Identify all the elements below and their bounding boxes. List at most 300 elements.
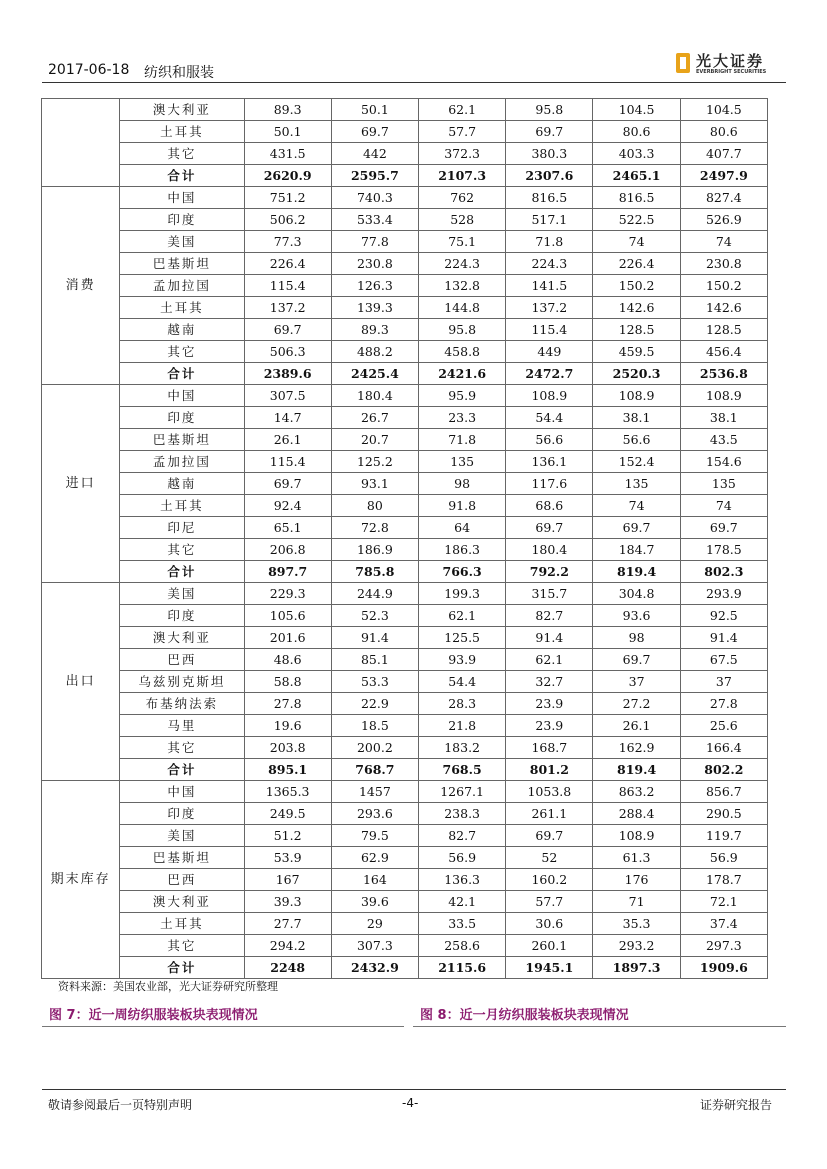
value-cell: 77.3 — [244, 231, 331, 253]
value-cell: 488.2 — [331, 341, 418, 363]
value-cell: 819.4 — [593, 759, 680, 781]
value-cell: 38.1 — [593, 407, 680, 429]
value-cell: 62.9 — [331, 847, 418, 869]
value-cell: 293.2 — [593, 935, 680, 957]
value-cell: 50.1 — [331, 99, 418, 121]
value-cell: 1457 — [331, 781, 418, 803]
country-cell: 合计 — [120, 165, 244, 187]
value-cell: 104.5 — [593, 99, 680, 121]
value-cell: 2421.6 — [419, 363, 506, 385]
country-cell: 孟加拉国 — [120, 275, 244, 297]
page-number: -4- — [402, 1096, 419, 1110]
value-cell: 71 — [593, 891, 680, 913]
value-cell: 93.6 — [593, 605, 680, 627]
value-cell: 816.5 — [506, 187, 593, 209]
table-row — [42, 693, 768, 715]
value-cell: 142.6 — [593, 297, 680, 319]
table-row — [42, 407, 768, 429]
value-cell: 293.6 — [331, 803, 418, 825]
value-cell: 180.4 — [506, 539, 593, 561]
value-cell: 506.2 — [244, 209, 331, 231]
value-cell: 108.9 — [680, 385, 767, 407]
table-row — [42, 209, 768, 231]
value-cell: 80 — [331, 495, 418, 517]
value-cell: 2595.7 — [331, 165, 418, 187]
value-cell: 230.8 — [680, 253, 767, 275]
value-cell: 258.6 — [419, 935, 506, 957]
table-row — [42, 649, 768, 671]
value-cell: 126.3 — [331, 275, 418, 297]
value-cell: 62.1 — [506, 649, 593, 671]
table-row — [42, 99, 768, 121]
value-cell: 30.6 — [506, 913, 593, 935]
value-cell: 206.8 — [244, 539, 331, 561]
value-cell: 91.4 — [331, 627, 418, 649]
value-cell: 230.8 — [331, 253, 418, 275]
value-cell: 91.4 — [680, 627, 767, 649]
value-cell: 2497.9 — [680, 165, 767, 187]
value-cell: 98 — [419, 473, 506, 495]
value-cell: 37 — [680, 671, 767, 693]
value-cell: 224.3 — [506, 253, 593, 275]
value-cell: 2107.3 — [419, 165, 506, 187]
value-cell: 740.3 — [331, 187, 418, 209]
value-cell: 802.3 — [680, 561, 767, 583]
value-cell: 38.1 — [680, 407, 767, 429]
value-cell: 28.3 — [419, 693, 506, 715]
value-cell: 75.1 — [419, 231, 506, 253]
value-cell: 18.5 — [331, 715, 418, 737]
country-cell: 孟加拉国 — [120, 451, 244, 473]
value-cell: 82.7 — [419, 825, 506, 847]
value-cell: 51.2 — [244, 825, 331, 847]
value-cell: 307.5 — [244, 385, 331, 407]
value-cell: 200.2 — [331, 737, 418, 759]
value-cell: 294.2 — [244, 935, 331, 957]
country-cell: 土耳其 — [120, 121, 244, 143]
country-cell: 越南 — [120, 473, 244, 495]
value-cell: 26.7 — [331, 407, 418, 429]
value-cell: 751.2 — [244, 187, 331, 209]
value-cell: 304.8 — [593, 583, 680, 605]
value-cell: 180.4 — [331, 385, 418, 407]
figure-7-title: 图 7：近一周纺织服装板块表现情况 — [49, 1008, 258, 1023]
value-cell: 82.7 — [506, 605, 593, 627]
country-cell: 合计 — [120, 561, 244, 583]
value-cell: 19.6 — [244, 715, 331, 737]
value-cell: 69.7 — [506, 121, 593, 143]
value-cell: 37.4 — [680, 913, 767, 935]
value-cell: 819.4 — [593, 561, 680, 583]
table-body — [42, 99, 768, 979]
value-cell: 52.3 — [331, 605, 418, 627]
value-cell: 57.7 — [419, 121, 506, 143]
value-cell: 39.3 — [244, 891, 331, 913]
value-cell: 137.2 — [244, 297, 331, 319]
table-row — [42, 847, 768, 869]
value-cell: 238.3 — [419, 803, 506, 825]
value-cell: 261.1 — [506, 803, 593, 825]
value-cell: 164 — [331, 869, 418, 891]
value-cell: 89.3 — [331, 319, 418, 341]
value-cell: 95.8 — [506, 99, 593, 121]
value-cell: 167 — [244, 869, 331, 891]
country-cell: 印尼 — [120, 517, 244, 539]
value-cell: 136.1 — [506, 451, 593, 473]
logo-name: 光大证券 — [696, 52, 765, 70]
value-cell: 2520.3 — [593, 363, 680, 385]
country-cell: 巴西 — [120, 649, 244, 671]
value-cell: 176 — [593, 869, 680, 891]
value-cell: 53.3 — [331, 671, 418, 693]
header-section: 纺织和服装 — [144, 65, 214, 81]
value-cell: 526.9 — [680, 209, 767, 231]
value-cell: 29 — [331, 913, 418, 935]
country-cell: 中国 — [120, 385, 244, 407]
value-cell: 69.7 — [506, 517, 593, 539]
value-cell: 69.7 — [244, 473, 331, 495]
value-cell: 458.8 — [419, 341, 506, 363]
country-cell: 其它 — [120, 935, 244, 957]
value-cell: 201.6 — [244, 627, 331, 649]
table-row — [42, 187, 768, 209]
value-cell: 61.3 — [593, 847, 680, 869]
value-cell: 260.1 — [506, 935, 593, 957]
value-cell: 2248 — [244, 957, 331, 979]
value-cell: 56.9 — [680, 847, 767, 869]
country-cell: 土耳其 — [120, 297, 244, 319]
table-row — [42, 473, 768, 495]
figure-8-rule — [413, 1026, 786, 1027]
value-cell: 372.3 — [419, 143, 506, 165]
value-cell: 58.8 — [244, 671, 331, 693]
country-cell: 澳大利亚 — [120, 891, 244, 913]
country-cell: 印度 — [120, 209, 244, 231]
value-cell: 762 — [419, 187, 506, 209]
value-cell: 21.8 — [419, 715, 506, 737]
country-cell: 巴基斯坦 — [120, 253, 244, 275]
value-cell: 827.4 — [680, 187, 767, 209]
table-row — [42, 627, 768, 649]
group-label: 进口 — [42, 385, 120, 583]
country-cell: 澳大利亚 — [120, 99, 244, 121]
table-row — [42, 275, 768, 297]
value-cell: 56.6 — [506, 429, 593, 451]
total-row — [42, 561, 768, 583]
table-row — [42, 495, 768, 517]
value-cell: 184.7 — [593, 539, 680, 561]
value-cell: 91.4 — [506, 627, 593, 649]
company-logo — [676, 50, 776, 80]
value-cell: 785.8 — [331, 561, 418, 583]
value-cell: 74 — [680, 231, 767, 253]
table-row — [42, 253, 768, 275]
country-cell: 其它 — [120, 539, 244, 561]
country-cell: 美国 — [120, 825, 244, 847]
report-type: 证券研究报告 — [700, 1098, 773, 1112]
value-cell: 293.9 — [680, 583, 767, 605]
country-cell: 越南 — [120, 319, 244, 341]
value-cell: 80.6 — [680, 121, 767, 143]
value-cell: 135 — [680, 473, 767, 495]
value-cell: 23.9 — [506, 715, 593, 737]
value-cell: 65.1 — [244, 517, 331, 539]
value-cell: 37 — [593, 671, 680, 693]
value-cell: 290.5 — [680, 803, 767, 825]
logo-icon — [676, 53, 690, 73]
value-cell: 92.4 — [244, 495, 331, 517]
table-row — [42, 891, 768, 913]
value-cell: 160.2 — [506, 869, 593, 891]
country-cell: 其它 — [120, 143, 244, 165]
country-cell: 土耳其 — [120, 495, 244, 517]
table-row — [42, 671, 768, 693]
value-cell: 115.4 — [506, 319, 593, 341]
value-cell: 431.5 — [244, 143, 331, 165]
table-row — [42, 143, 768, 165]
table-row — [42, 319, 768, 341]
value-cell: 23.9 — [506, 693, 593, 715]
country-cell: 中国 — [120, 187, 244, 209]
value-cell: 115.4 — [244, 275, 331, 297]
value-cell: 297.3 — [680, 935, 767, 957]
group-label: 期末库存 — [42, 781, 120, 979]
value-cell: 77.8 — [331, 231, 418, 253]
value-cell: 166.4 — [680, 737, 767, 759]
table-row — [42, 715, 768, 737]
total-row — [42, 957, 768, 979]
value-cell: 27.2 — [593, 693, 680, 715]
value-cell: 1945.1 — [506, 957, 593, 979]
value-cell: 62.1 — [419, 99, 506, 121]
country-cell: 美国 — [120, 231, 244, 253]
country-cell: 巴基斯坦 — [120, 429, 244, 451]
value-cell: 35.3 — [593, 913, 680, 935]
value-cell: 92.5 — [680, 605, 767, 627]
value-cell: 150.2 — [593, 275, 680, 297]
value-cell: 53.9 — [244, 847, 331, 869]
value-cell: 766.3 — [419, 561, 506, 583]
value-cell: 14.7 — [244, 407, 331, 429]
figure-8-title: 图 8：近一月纺织服装板块表现情况 — [420, 1008, 629, 1023]
value-cell: 307.3 — [331, 935, 418, 957]
value-cell: 119.7 — [680, 825, 767, 847]
value-cell: 68.6 — [506, 495, 593, 517]
value-cell: 27.8 — [680, 693, 767, 715]
value-cell: 72.1 — [680, 891, 767, 913]
source-note: 资料来源：美国农业部，光大证券研究所整理 — [58, 980, 278, 993]
value-cell: 95.9 — [419, 385, 506, 407]
country-cell: 乌兹别克斯坦 — [120, 671, 244, 693]
value-cell: 57.7 — [506, 891, 593, 913]
header-divider — [42, 82, 786, 83]
value-cell: 168.7 — [506, 737, 593, 759]
table-row — [42, 341, 768, 363]
table-row — [42, 605, 768, 627]
value-cell: 93.1 — [331, 473, 418, 495]
value-cell: 150.2 — [680, 275, 767, 297]
country-cell: 澳大利亚 — [120, 627, 244, 649]
value-cell: 183.2 — [419, 737, 506, 759]
value-cell: 142.6 — [680, 297, 767, 319]
value-cell: 50.1 — [244, 121, 331, 143]
value-cell: 27.7 — [244, 913, 331, 935]
value-cell: 2425.4 — [331, 363, 418, 385]
value-cell: 186.3 — [419, 539, 506, 561]
country-cell: 印度 — [120, 605, 244, 627]
table-row — [42, 737, 768, 759]
value-cell: 93.9 — [419, 649, 506, 671]
value-cell: 315.7 — [506, 583, 593, 605]
value-cell: 91.8 — [419, 495, 506, 517]
total-row — [42, 759, 768, 781]
country-cell: 布基纳法索 — [120, 693, 244, 715]
value-cell: 229.3 — [244, 583, 331, 605]
value-cell: 125.2 — [331, 451, 418, 473]
value-cell: 1053.8 — [506, 781, 593, 803]
value-cell: 25.6 — [680, 715, 767, 737]
value-cell: 768.7 — [331, 759, 418, 781]
value-cell: 801.2 — [506, 759, 593, 781]
value-cell: 456.4 — [680, 341, 767, 363]
country-cell: 巴西 — [120, 869, 244, 891]
table-row — [42, 913, 768, 935]
value-cell: 62.1 — [419, 605, 506, 627]
value-cell: 115.4 — [244, 451, 331, 473]
value-cell: 74 — [680, 495, 767, 517]
value-cell: 105.6 — [244, 605, 331, 627]
value-cell: 79.5 — [331, 825, 418, 847]
value-cell: 135 — [593, 473, 680, 495]
value-cell: 897.7 — [244, 561, 331, 583]
value-cell: 1909.6 — [680, 957, 767, 979]
value-cell: 178.7 — [680, 869, 767, 891]
value-cell: 863.2 — [593, 781, 680, 803]
value-cell: 407.7 — [680, 143, 767, 165]
value-cell: 2307.6 — [506, 165, 593, 187]
value-cell: 125.5 — [419, 627, 506, 649]
value-cell: 459.5 — [593, 341, 680, 363]
value-cell: 136.3 — [419, 869, 506, 891]
group-label: 出口 — [42, 583, 120, 781]
table-row — [42, 825, 768, 847]
value-cell: 20.7 — [331, 429, 418, 451]
country-cell: 马里 — [120, 715, 244, 737]
country-cell: 印度 — [120, 803, 244, 825]
group-label: 消费 — [42, 187, 120, 385]
value-cell: 132.8 — [419, 275, 506, 297]
value-cell: 533.4 — [331, 209, 418, 231]
value-cell: 249.5 — [244, 803, 331, 825]
value-cell: 403.3 — [593, 143, 680, 165]
value-cell: 162.9 — [593, 737, 680, 759]
value-cell: 199.3 — [419, 583, 506, 605]
value-cell: 69.7 — [244, 319, 331, 341]
value-cell: 203.8 — [244, 737, 331, 759]
country-cell: 合计 — [120, 363, 244, 385]
value-cell: 2432.9 — [331, 957, 418, 979]
country-cell: 合计 — [120, 759, 244, 781]
value-cell: 74 — [593, 231, 680, 253]
value-cell: 89.3 — [244, 99, 331, 121]
value-cell: 39.6 — [331, 891, 418, 913]
figure-7-rule — [42, 1026, 404, 1027]
value-cell: 74 — [593, 495, 680, 517]
value-cell: 64 — [419, 517, 506, 539]
page-header — [42, 52, 786, 82]
value-cell: 2389.6 — [244, 363, 331, 385]
table-row — [42, 385, 768, 407]
footer-disclaimer: 敬请参阅最后一页特别声明 — [48, 1098, 193, 1112]
value-cell: 22.9 — [331, 693, 418, 715]
value-cell: 67.5 — [680, 649, 767, 671]
table-row — [42, 539, 768, 561]
value-cell: 42.1 — [419, 891, 506, 913]
value-cell: 69.7 — [593, 649, 680, 671]
value-cell: 802.2 — [680, 759, 767, 781]
value-cell: 154.6 — [680, 451, 767, 473]
value-cell: 380.3 — [506, 143, 593, 165]
country-cell: 其它 — [120, 737, 244, 759]
value-cell: 108.9 — [506, 385, 593, 407]
value-cell: 144.8 — [419, 297, 506, 319]
value-cell: 768.5 — [419, 759, 506, 781]
group-label — [42, 99, 120, 187]
country-cell: 美国 — [120, 583, 244, 605]
table-row — [42, 121, 768, 143]
value-cell: 152.4 — [593, 451, 680, 473]
value-cell: 2620.9 — [244, 165, 331, 187]
table-row — [42, 935, 768, 957]
value-cell: 104.5 — [680, 99, 767, 121]
value-cell: 69.7 — [593, 517, 680, 539]
value-cell: 54.4 — [506, 407, 593, 429]
country-cell: 其它 — [120, 341, 244, 363]
total-row — [42, 165, 768, 187]
country-cell: 中国 — [120, 781, 244, 803]
value-cell: 816.5 — [593, 187, 680, 209]
value-cell: 2472.7 — [506, 363, 593, 385]
value-cell: 226.4 — [593, 253, 680, 275]
country-cell: 合计 — [120, 957, 244, 979]
value-cell: 117.6 — [506, 473, 593, 495]
value-cell: 71.8 — [506, 231, 593, 253]
table-row — [42, 781, 768, 803]
value-cell: 135 — [419, 451, 506, 473]
country-cell: 印度 — [120, 407, 244, 429]
country-cell: 巴基斯坦 — [120, 847, 244, 869]
value-cell: 98 — [593, 627, 680, 649]
value-cell: 69.7 — [331, 121, 418, 143]
value-cell: 792.2 — [506, 561, 593, 583]
table-row — [42, 231, 768, 253]
footer-divider — [42, 1089, 786, 1090]
header-date: 2017-06-18 — [48, 62, 130, 78]
value-cell: 137.2 — [506, 297, 593, 319]
country-cell: 土耳其 — [120, 913, 244, 935]
value-cell: 128.5 — [680, 319, 767, 341]
value-cell: 1267.1 — [419, 781, 506, 803]
total-row — [42, 363, 768, 385]
table-row — [42, 803, 768, 825]
value-cell: 108.9 — [593, 825, 680, 847]
table-row — [42, 583, 768, 605]
value-cell: 522.5 — [593, 209, 680, 231]
value-cell: 85.1 — [331, 649, 418, 671]
value-cell: 288.4 — [593, 803, 680, 825]
value-cell: 23.3 — [419, 407, 506, 429]
value-cell: 2465.1 — [593, 165, 680, 187]
